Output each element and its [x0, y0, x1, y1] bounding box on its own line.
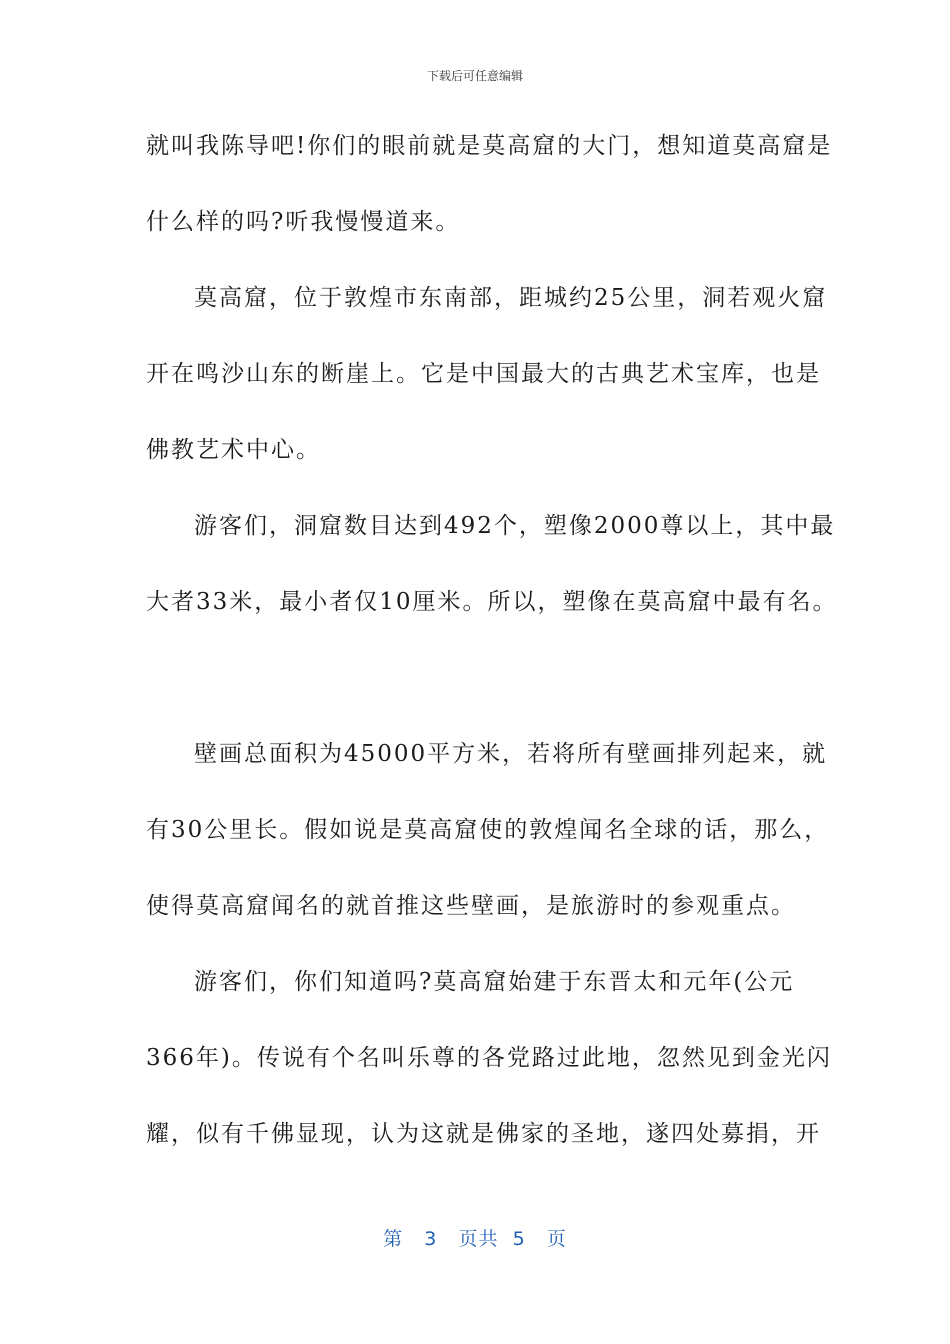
- text-line: 大者33米，最小者仅10厘米。所以，塑像在莫高窟中最有名。: [146, 589, 838, 615]
- text-line: 有30公里长。假如说是莫高窟使的敦煌闻名全球的话，那么，: [146, 817, 830, 843]
- paragraph-start: 游客们，你们知道吗?莫高窟始建于东晋太和元年(公元: [194, 969, 795, 995]
- footer-suffix: 页: [546, 1228, 567, 1250]
- paragraph-gap: [146, 652, 806, 728]
- page-footer: [0, 1224, 950, 1251]
- current-page-number: 3: [424, 1228, 438, 1250]
- header-note: 下载后可任意编辑: [426, 69, 523, 83]
- text-line: 开在鸣沙山东的断崖上。它是中国最大的古典艺术宝库，也是: [146, 361, 821, 387]
- text-line: 就叫我陈导吧!你们的眼前就是莫高窟的大门，想知道莫高窟是: [146, 133, 833, 159]
- text-line: 什么样的吗?听我慢慢道来。: [146, 209, 461, 235]
- document-body: [146, 120, 838, 1184]
- footer-prefix: 第: [383, 1228, 404, 1250]
- text-line: 366年)。传说有个名叫乐尊的各党路过此地，忽然见到金光闪: [146, 1045, 832, 1071]
- footer-mid: 页共: [458, 1228, 499, 1250]
- text-line: 使得莫高窟闻名的就首推这些壁画，是旅游时的参观重点。: [146, 893, 796, 919]
- text-line: 耀，似有千佛显现，认为这就是佛家的圣地，遂四处募捐，开: [146, 1121, 821, 1147]
- paragraph-start: 莫高窟，位于敦煌市东南部，距城约25公里，洞若观火窟: [194, 285, 828, 311]
- total-pages-number: 5: [512, 1228, 526, 1250]
- paragraph-start: 壁画总面积为45000平方米，若将所有壁画排列起来，就: [194, 741, 828, 767]
- paragraph-start: 游客们，洞窟数目达到492个，塑像2000尊以上，其中最: [194, 513, 836, 539]
- text-line: 佛教艺术中心。: [146, 437, 321, 463]
